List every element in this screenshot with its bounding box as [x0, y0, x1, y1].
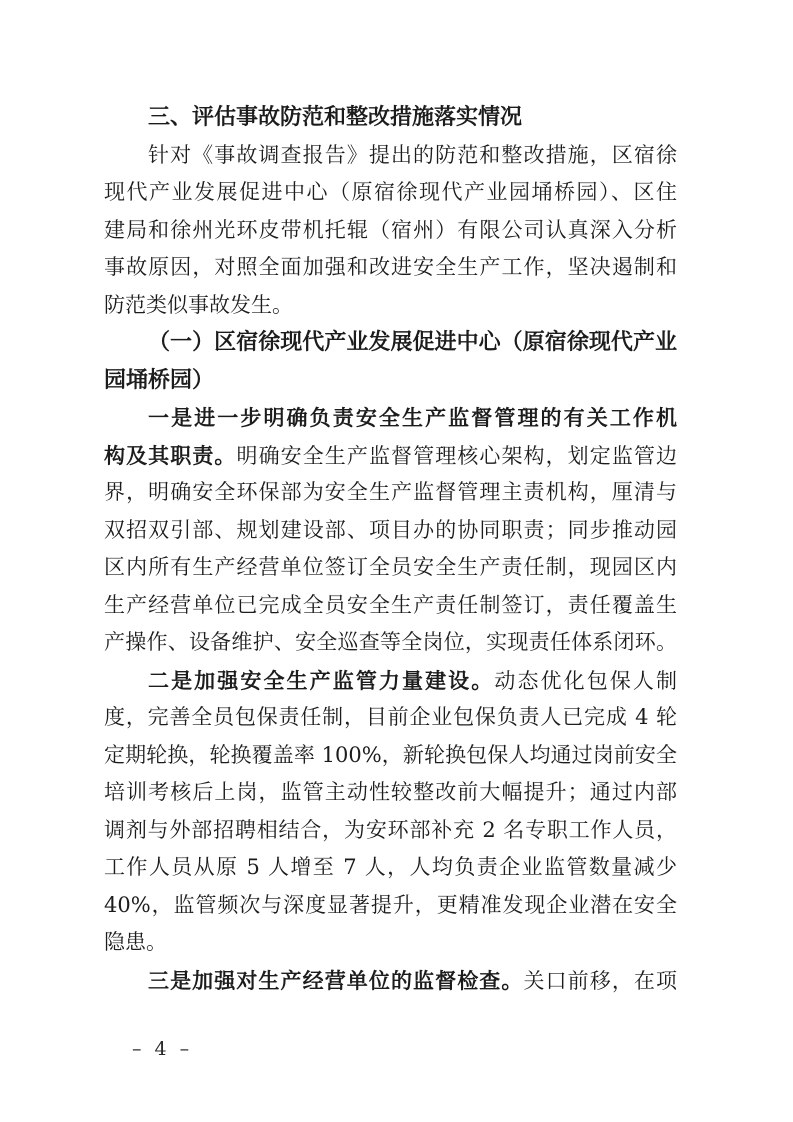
body-text: 定期轮换，轮换覆盖率 100%，新轮换包保人均通过岗前安全 — [104, 742, 677, 767]
body-text: 区内所有生产经营单位签订全员安全生产责任制，现园区内 — [104, 555, 677, 579]
subsection-heading — [104, 324, 677, 362]
body-text: 生产经营单位已完成全员安全生产责任制签订，责任覆盖生 — [104, 592, 677, 617]
body-text: 事故原因，对照全面加强和改进安全生产工作，坚决遏制和 — [104, 255, 677, 279]
text-line — [104, 924, 677, 962]
text-line — [104, 774, 677, 812]
text-line — [104, 849, 677, 887]
text-line — [104, 662, 677, 700]
body-text: 现代产业发展促进中心（原宿徐现代产业园埇桥园）、区住 — [104, 180, 677, 204]
body-text: 40%，监管频次与深度显著提升，更精准发现企业潜在安全 — [104, 892, 677, 917]
body-text: 工作人员从原 5 人增至 7 人，人均负责企业监管数量减少 — [104, 855, 677, 879]
body-text: 培训考核后上岗，监管主动性较整改前大幅提升；通过内部 — [104, 780, 677, 804]
emphasis-text: 园埇桥园） — [104, 367, 215, 393]
text-line — [104, 737, 677, 775]
text-line — [104, 887, 677, 925]
body-text: 建局和徐州光环皮带机托辊（宿州）有限公司认真深入分析 — [104, 217, 677, 242]
emphasis-text: 一是进一步明确负责安全生产监督管理的有关工作机 — [148, 405, 677, 430]
text-line — [104, 624, 677, 662]
text-line — [104, 474, 677, 512]
text-line — [104, 287, 677, 325]
page-number: – 4 – — [132, 1038, 190, 1060]
body-text: 界，明确安全环保部为安全生产监督管理主责机构，厘清与 — [104, 480, 677, 504]
text-line — [104, 137, 677, 175]
body-text: 双招双引部、规划建设部、项目办的协同职责；同步推动园 — [104, 517, 677, 542]
text-line — [104, 174, 677, 212]
text-line — [104, 212, 677, 250]
body-text: 隐患。 — [104, 930, 167, 954]
text-line — [104, 512, 677, 550]
text-line — [104, 249, 677, 287]
body-text: 明确安全生产监督管理核心架构，划定监管边 — [236, 443, 678, 468]
body-text: 产操作、设备维护、安全巡查等全岗位，实现责任体系闭环。 — [104, 630, 677, 654]
body-text: 调剂与外部招聘相结合，为安环部补充 2 名专职工作人员， — [104, 817, 677, 842]
body-text: 防范类似事故发生。 — [104, 292, 293, 317]
body-text: 度，完善全员包保责任制，目前企业包保负责人已完成 4 轮 — [104, 705, 677, 729]
body-text: 动态优化包保人制 — [494, 668, 678, 693]
body-text: 关口前移，在项 — [523, 968, 678, 993]
section-heading — [104, 99, 677, 137]
document-body — [104, 99, 677, 999]
text-line — [104, 437, 677, 475]
text-line — [104, 812, 677, 850]
body-text: 针对《事故调查报告》提出的防范和整改措施，区宿徐 — [148, 142, 677, 167]
emphasis-text: （一）区宿徐现代产业发展促进中心（原宿徐现代产业 — [148, 330, 677, 355]
emphasis-text: 三、评估事故防范和整改措施落实情况 — [148, 105, 523, 130]
emphasis-text: 二是加强安全生产监管力量建设。 — [148, 667, 495, 693]
emphasis-text: 构及其职责。 — [104, 442, 237, 468]
text-line — [104, 587, 677, 625]
text-line — [104, 699, 677, 737]
subsection-heading — [104, 362, 677, 400]
text-line — [104, 549, 677, 587]
text-line — [104, 962, 677, 1000]
emphasis-text: 三是加强对生产经营单位的监督检查。 — [148, 967, 524, 993]
text-line — [104, 399, 677, 437]
